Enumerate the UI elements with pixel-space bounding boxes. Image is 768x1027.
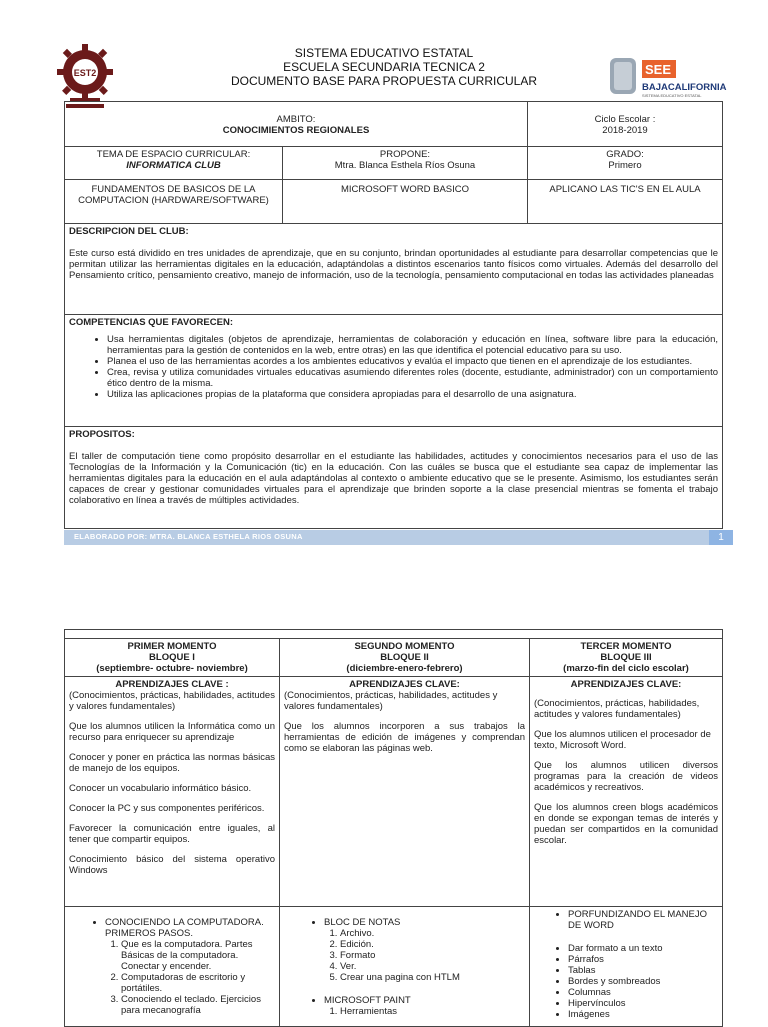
momento2-bloque: BLOQUE II bbox=[380, 652, 429, 663]
momento2-header bbox=[280, 639, 530, 677]
aprendizajes-title: APRENDIZAJES CLAVE: bbox=[349, 679, 460, 690]
list-item: • Usa herramientas digitales (objetos de aprendizaje, herramientas de colaboración y educación en línea, software libre para la educación, herramientas para la gestión de contenidos en la web, entre otras) en las que identifica el potencial educativo para su uso. bbox=[107, 334, 718, 356]
paragraph: Conocer un vocabulario informático básico. bbox=[69, 783, 252, 794]
contenidos-list bbox=[87, 917, 275, 1016]
contenidos-sublist bbox=[105, 939, 275, 1016]
competencias-title: COMPETENCIAS QUE FAVORECEN: bbox=[69, 317, 233, 328]
paragraph: Que los alumnos creen blogs académicos en donde se expongan temas de interés y puedan ser compartidos en la comunidad escolar. bbox=[534, 802, 719, 846]
list-item: • Columnas bbox=[568, 987, 718, 998]
grado-label: GRADO: bbox=[606, 149, 644, 160]
aprendizajes-sub: (Conocimientos, prácticas, habilidades, actitudes y valores fundamentales) bbox=[284, 690, 498, 712]
unit1-cell: FUNDAMENTOS DE BASICOS DE LA COMPUTACION (HARDWARE/SOFTWARE) bbox=[65, 180, 283, 224]
header-text bbox=[160, 46, 608, 88]
header-line1: SISTEMA EDUCATIVO ESTATAL bbox=[294, 46, 474, 60]
ambito-cell bbox=[65, 102, 528, 147]
unit2-cell: MICROSOFT WORD BASICO bbox=[283, 180, 528, 224]
paragraph: Conocer la PC y sus componentes periféricos. bbox=[69, 803, 265, 814]
header-line3: DOCUMENTO BASE PARA PROPUESTA CURRICULAR bbox=[230, 74, 538, 88]
svg-text:EST2: EST2 bbox=[73, 68, 97, 78]
contenidos-sublist bbox=[324, 928, 525, 983]
competencias-cell bbox=[65, 315, 723, 427]
momento3-aprendizajes bbox=[530, 677, 723, 907]
propone-cell bbox=[283, 147, 528, 180]
descripcion-cell bbox=[65, 224, 723, 315]
ambito-label: AMBITO: bbox=[276, 114, 316, 125]
list-item: • Párrafos bbox=[568, 954, 718, 965]
paragraph: Que los alumnos incorporen a sus trabajos la herramientas de edición de imágenes y comprendan como se elaboran las páginas web. bbox=[284, 721, 525, 754]
paragraph: Que los alumnos utilicen el procesador de texto, Microsoft Word. bbox=[534, 729, 711, 751]
tema-label: TEMA DE ESPACIO CURRICULAR: bbox=[96, 149, 251, 160]
list-item: • Dar formato a un texto bbox=[568, 943, 718, 954]
ambito-value: CONOCIMIENTOS REGIONALES bbox=[222, 125, 370, 136]
svg-text:SEE: SEE bbox=[645, 62, 672, 77]
momento2-title: SEGUNDO MOMENTO bbox=[354, 641, 455, 652]
list-item: • Hipervínculos bbox=[568, 998, 718, 1009]
momento1-aprendizajes bbox=[65, 677, 280, 907]
tema-value: INFORMATICA CLUB bbox=[126, 160, 221, 171]
momento3-bloque: BLOQUE III bbox=[600, 652, 652, 663]
grado-cell bbox=[528, 147, 723, 180]
list-item: • CONOCIENDO LA COMPUTADORA. PRIMEROS PASOS. 1. Que es la computadora. Partes Básicas de la computadora. Conectar y encender. 2. Computadoras de escritorio y portátiles. 3. Conociendo el teclado. Ejercicios para mecanografía bbox=[105, 917, 275, 1016]
momento1-header bbox=[65, 639, 280, 677]
competencias-list bbox=[69, 334, 718, 400]
momento2-contenidos bbox=[280, 907, 530, 1027]
paragraph: Que los alumnos utilicen diversos programas para la creación de videos académicos y recreativos. bbox=[534, 760, 719, 793]
momento3-header bbox=[530, 639, 723, 677]
footer-author: ELABORADO POR: MTRA. BLANCA ESTHELA RIOS OSUNA bbox=[74, 532, 303, 541]
paragraph: Favorecer la comunicación entre iguales, al tener que compartir equipos. bbox=[69, 823, 275, 845]
momento1-bloque: BLOQUE I bbox=[149, 652, 195, 663]
see-baja-california-logo bbox=[608, 54, 748, 100]
list-item: 3. Conociendo el teclado. Ejercicios para mecanografía bbox=[121, 994, 275, 1016]
page-footer bbox=[64, 530, 733, 545]
momento2-aprendizajes bbox=[280, 677, 530, 907]
ciclo-cell bbox=[528, 102, 723, 147]
descripcion-text: Este curso está dividido en tres unidades de aprendizaje, que en su conjunto, brindan oportunidades al estudiante para desarrollar competencias que le permitan utilizar las herramientas digitales en la educación, adaptándolas a distintos escenarios tanto físicos como virtuales. Además del desarrollo del Pensamiento crítico, pensamiento creativo, manejo de información, uso de la tecnología, pensamiento computacional en todas las actividades planeadas bbox=[69, 248, 718, 281]
ciclo-value: 2018-2019 bbox=[602, 125, 648, 136]
contenidos-list bbox=[306, 917, 525, 1017]
tema-cell bbox=[65, 147, 283, 180]
list-item: 1. Archivo. bbox=[340, 928, 525, 939]
contenidos-list bbox=[550, 943, 718, 1020]
list-item: 1. Herramientas bbox=[340, 1006, 525, 1017]
aprendizajes-title: APRENDIZAJES CLAVE: bbox=[570, 679, 682, 690]
propone-label: PROPONE: bbox=[379, 149, 431, 160]
momento1-period: (septiembre- octubre- noviembre) bbox=[96, 663, 248, 674]
grado-value: Primero bbox=[608, 160, 642, 171]
list-item: • Tablas bbox=[568, 965, 718, 976]
momento3-contenidos bbox=[530, 907, 723, 1027]
list-item: • Utiliza las aplicaciones propias de la plataforma que considera apropiadas para el desarrollo de una asignatura. bbox=[107, 389, 718, 400]
list-item: 5. Crear una pagina con HTLM bbox=[340, 972, 525, 983]
momento3-period: (marzo-fin del ciclo escolar) bbox=[563, 663, 689, 674]
propositos-cell bbox=[65, 427, 723, 529]
ciclo-label: Ciclo Escolar : bbox=[594, 114, 656, 125]
svg-text:BAJACALIFORNIA: BAJACALIFORNIA bbox=[642, 82, 727, 93]
aprendizajes-title: APRENDIZAJES CLAVE : bbox=[115, 679, 229, 690]
list-item: • Crea, revisa y utiliza comunidades virtuales educativas asumiendo diferentes roles (docente, estudiante, administrador) con un comportamiento ético dentro de la misma. bbox=[107, 367, 718, 389]
list-item: • Bordes y sombreados bbox=[568, 976, 718, 987]
list-item: 3. Formato bbox=[340, 950, 525, 961]
curriculum-info-table bbox=[64, 101, 723, 529]
propone-value: Mtra. Blanca Esthela Ríos Osuna bbox=[334, 160, 476, 171]
paragraph: Que los alumnos utilicen la Informática como un recurso para enriquecer su aprendizaje bbox=[69, 721, 275, 743]
table-top-row bbox=[65, 630, 723, 639]
list-item: 4. Ver. bbox=[340, 961, 525, 972]
descripcion-title: DESCRIPCION DEL CLUB: bbox=[69, 226, 189, 237]
momentos-table bbox=[64, 629, 723, 1027]
list-item: • Planea el uso de las herramientas acordes a los ambientes educativos y evalúa el impacto que tienen en el aprendizaje de los estudiantes. bbox=[107, 356, 718, 367]
page-number: 1 bbox=[709, 530, 733, 545]
list-item: 1. Que es la computadora. Partes Básicas de la computadora. Conectar y encender. bbox=[121, 939, 275, 972]
list-item: • MICROSOFT PAINT 1. Herramientas bbox=[324, 995, 525, 1017]
propositos-title: PROPOSITOS: bbox=[69, 429, 135, 440]
list-item: • BLOC DE NOTAS 1. Archivo. 2. Edición. 3. Formato 4. Ver. 5. Crear una pagina con HTLM bbox=[324, 917, 525, 983]
unit3-cell: APLICANO LAS TIC'S EN EL AULA bbox=[528, 180, 723, 224]
header-line2: ESCUELA SECUNDARIA TECNICA 2 bbox=[283, 60, 485, 74]
list-item: 2. Edición. bbox=[340, 939, 525, 950]
aprendizajes-sub: (Conocimientos, prácticas, habilidades, actitudes y valores fundamentales) bbox=[69, 690, 275, 712]
contenidos-list bbox=[550, 909, 718, 931]
momento1-contenidos bbox=[65, 907, 280, 1027]
momento1-title: PRIMER MOMENTO bbox=[127, 641, 217, 652]
list-item: 2. Computadoras de escritorio y portátiles. bbox=[121, 972, 275, 994]
momento2-period: (diciembre-enero-febrero) bbox=[346, 663, 463, 674]
document-header bbox=[0, 0, 768, 100]
paragraph: Conocimiento básico del sistema operativo Windows bbox=[69, 854, 275, 876]
propositos-text: El taller de computación tiene como propósito desarrollar en el estudiante las habilidades, actitudes y conocimientos necesarios para el uso de las Tecnologías de la Información y la Comunicación (tic) en la educación. Con las cuáles se busca que el estudiante sea capaz de implementar las herramientas digitales para la educación en el aula adaptándolas al contexto o ambiente educativo que se le presente. Asimismo, los estudiantes serán capaces de crear y gestionar comunidades virtuales para el aprendizaje que brinden soporte a la clase presencial mientras se fomenta el trabajo colaborativo en línea a través de múltiples actividades. bbox=[69, 451, 718, 506]
list-item: • Imágenes bbox=[568, 1009, 718, 1020]
paragraph: Conocer y poner en práctica las normas básicas de manejo de los equipos. bbox=[69, 752, 275, 774]
list-item: • PORFUNDIZANDO EL MANEJO DE WORD bbox=[568, 909, 718, 931]
svg-text:SISTEMA EDUCATIVO ESTATAL: SISTEMA EDUCATIVO ESTATAL bbox=[642, 93, 702, 98]
aprendizajes-sub: (Conocimientos, prácticas, habilidades, actitudes y valores fundamentales) bbox=[534, 698, 700, 720]
momento3-title: TERCER MOMENTO bbox=[580, 641, 672, 652]
contenidos-sublist bbox=[324, 1006, 525, 1017]
